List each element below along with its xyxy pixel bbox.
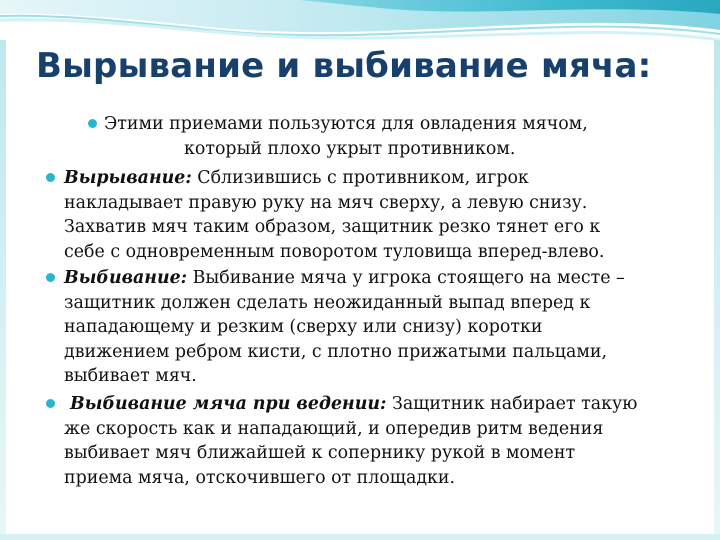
bullet-dot-icon (46, 173, 55, 182)
header-wave-decoration (0, 0, 720, 50)
bullet-term: Выбивание: (64, 268, 188, 288)
bullet-dot-icon (46, 399, 55, 408)
bottom-border-decoration (0, 534, 720, 540)
bullet-first-line (64, 266, 672, 291)
bullet-item-intro (104, 112, 664, 161)
bullet-line: приема мяча, отскочившего от площадки. (64, 467, 456, 488)
bullet-line: выбивает мяч. (64, 366, 197, 387)
bullet-text: Выбивание мяча у игрока стоящего на месте – (187, 268, 625, 288)
slide-title: Вырывание и выбивание мяча: (36, 46, 652, 86)
bullet-text: Сблизившись с противником, игрок (191, 168, 529, 188)
bullet-line: защитник должен сделать неожиданный выпад вперед к (64, 292, 591, 313)
bullet-line: себе с одновременным поворотом туловища вперед-влево. (64, 241, 605, 262)
bullet-line: Захватив мяч таким образом, защитник резко тянет его к (64, 217, 601, 238)
bullet-item-vyryvanie (64, 166, 668, 264)
bullet-dot-icon (46, 273, 55, 282)
bullet-line: накладывает правую руку на мяч сверху, а левую снизу. (64, 192, 588, 213)
bullet-dot-icon (88, 119, 97, 128)
bullet-line: Этими приемами пользуются для овладения мячом, (104, 114, 588, 134)
bullet-line: движением ребром кисти, с плотно прижатыми пальцами, (64, 341, 607, 362)
bullet-line: нападающему и резким (сверху или снизу) коротки (64, 317, 543, 338)
bullet-text: Защитник набирает такую (386, 394, 638, 414)
right-border-decoration (714, 40, 720, 540)
bullet-first-line (64, 392, 676, 417)
bullet-line: выбивает мяч ближайшей к сопернику рукой в момент (64, 443, 576, 464)
bullet-term: Выбивание мяча при ведении: (64, 394, 387, 414)
bullet-line: который плохо укрыт противником. (184, 138, 516, 159)
bullet-first-line (64, 166, 668, 191)
bullet-term: Вырывание: (64, 168, 192, 188)
bullet-line: же скорость как и нападающий, и опередив ритм ведения (64, 418, 604, 439)
left-border-decoration (0, 40, 6, 540)
bullet-item-vybivanie-pri-vedenii (64, 392, 676, 490)
bullet-item-vybivanie (64, 266, 672, 389)
